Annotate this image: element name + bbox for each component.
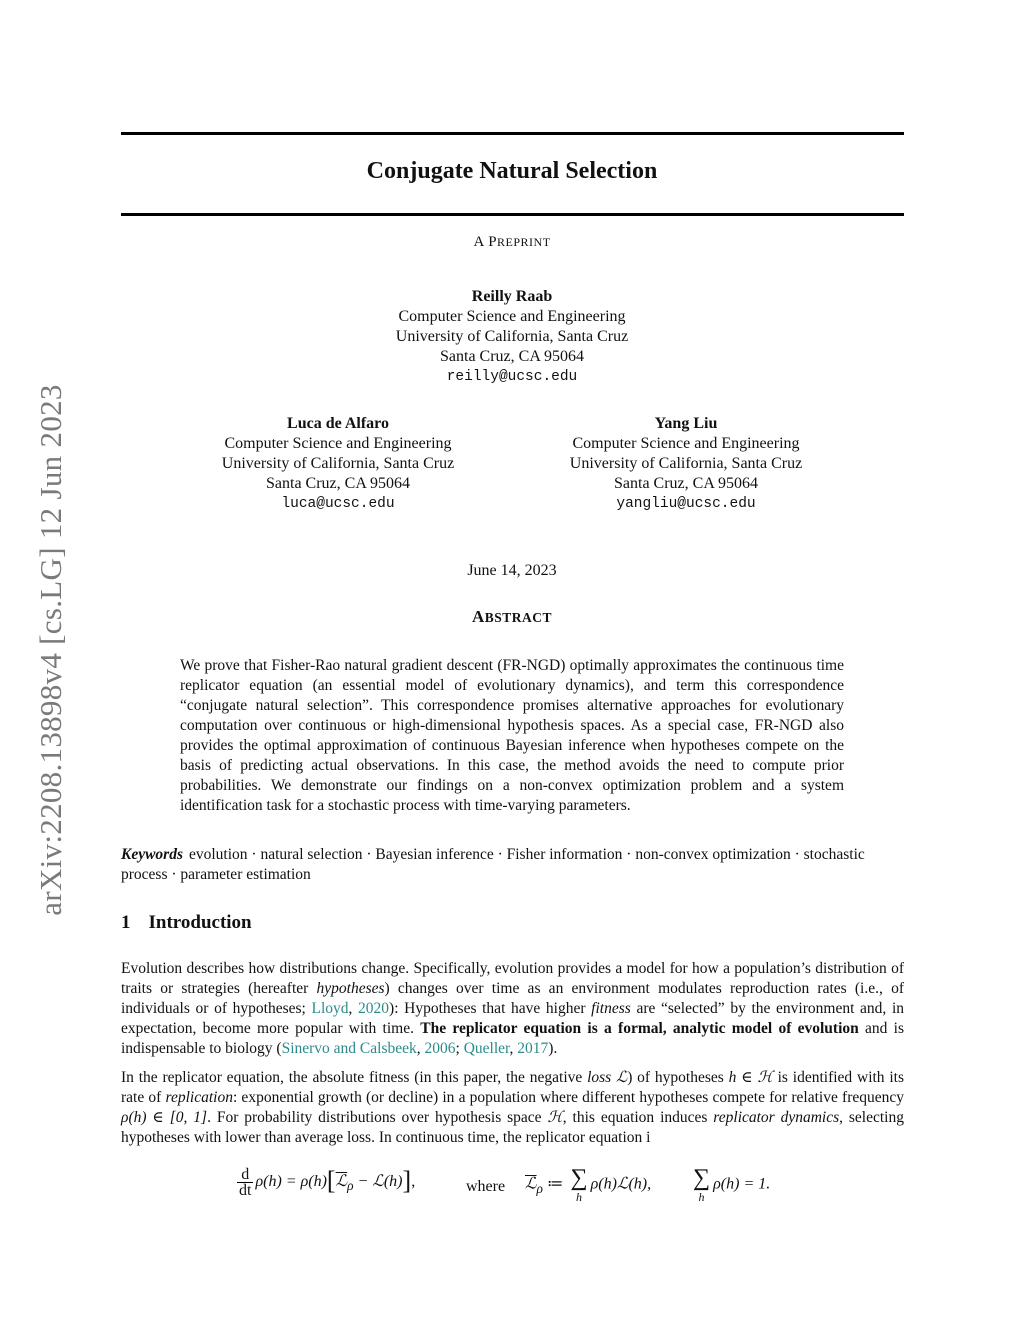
citation-link[interactable]: Queller bbox=[463, 1040, 510, 1057]
author-city: Santa Cruz, CA 95064 bbox=[614, 475, 758, 492]
author-univ: University of California, Santa Cruz bbox=[569, 455, 803, 472]
author-block-3 bbox=[536, 414, 836, 514]
title-bottom-rule bbox=[121, 213, 904, 216]
paper-title: Conjugate Natural Selection bbox=[366, 158, 658, 184]
author-dept: Computer Science and Engineering bbox=[398, 308, 626, 325]
keywords-text: evolution · natural selection · Bayesian inference · Fisher information · non-convex optimization · stochastic process · parameter estimation bbox=[121, 846, 865, 883]
equation-lhs: $\frac{d}{dt}$ ρ(h) = ρ(h)[ℒ$_\rho$ − ℒ(h)], bbox=[239, 1165, 416, 1199]
citation-link[interactable]: Lloyd bbox=[311, 1000, 349, 1017]
intro-paragraph-2: In the replicator equation, the absolute fitness (in this paper, the negative loss ℒ) of hypotheses h ∈ ℋ is identified with its rate of replication: exponential growth (or decline) in a population where different hypotheses compete for relative frequency ρ(h) ∈ [0, 1]. For probability distributions over hypothesis space ℋ, this equation induces replicator dynamics, selecting hypotheses with lower than average loss. In continuous time, the replicator equation i bbox=[121, 1069, 905, 1146]
author-city: Santa Cruz, CA 95064 bbox=[266, 475, 410, 492]
title-top-rule bbox=[121, 132, 904, 135]
paper-date: June 14, 2023 bbox=[467, 562, 557, 579]
equation-definition: ℒ$_\rho$ ≔ ∑ h ρ(h)ℒ(h), bbox=[525, 1165, 652, 1204]
author-name: Yang Liu bbox=[654, 415, 718, 432]
equation-normalization: ∑ h ρ(h) = 1. bbox=[693, 1165, 771, 1204]
author-dept: Computer Science and Engineering bbox=[224, 435, 452, 452]
equation-where: where bbox=[466, 1178, 506, 1195]
author-name: Reilly Raab bbox=[471, 288, 553, 305]
section-heading: 1 Introduction bbox=[121, 912, 252, 933]
abstract-heading: ABSTRACT bbox=[471, 607, 553, 626]
author-email[interactable]: reilly@ucsc.edu bbox=[446, 369, 578, 385]
abstract-text: We prove that Fisher-Rao natural gradient descent (FR-NGD) optimally approximates the continuous time replicator equation (an essential model of evolutionary dynamics), and term this correspondence “conjugate natural selection”. This correspondence promises alternative approaches for evolutionary computation over continuous or high-dimensional hypothesis spaces. As a special case, FR-NGD also provides the optimal approximation of continuous Bayesian inference when hypotheses compete on the basis of predicting actual observations. In this case, the method avoids the need to compute prior probabilities. We demonstrate our findings on a non-convex optimization problem and a system identification task for a stochastic process with time-varying parameters. bbox=[180, 657, 844, 814]
author-email[interactable]: luca@ucsc.edu bbox=[281, 496, 395, 512]
citation-link[interactable]: 2017 bbox=[517, 1040, 549, 1057]
arxiv-stamp-text: arXiv:2208.13898v4 [cs.LG] 12 Jun 2023 bbox=[33, 384, 68, 916]
author-name: Luca de Alfaro bbox=[287, 415, 389, 432]
citation-link[interactable]: Sinervo and Calsbeek bbox=[281, 1040, 417, 1057]
citation-link[interactable]: 2006 bbox=[424, 1040, 456, 1057]
author-univ: University of California, Santa Cruz bbox=[221, 455, 455, 472]
author-block-1 bbox=[312, 287, 712, 387]
arxiv-stamp bbox=[31, 360, 71, 940]
replicator-equation bbox=[0, 1166, 1024, 1216]
keywords bbox=[121, 845, 904, 885]
citation-link[interactable]: 2020 bbox=[358, 1000, 390, 1017]
preprint-label: A PREPRINT bbox=[473, 234, 551, 250]
keywords-label: Keywords bbox=[121, 846, 183, 863]
author-dept: Computer Science and Engineering bbox=[572, 435, 800, 452]
intro-paragraph-1: Evolution describes how distributions change. Specifically, evolution provides a model for how a population’s distribution of traits or strategies (hereafter hypotheses) changes over time as an environment modulates reproduction rates (i.e., of individuals or of hypotheses; Lloyd, 2020): Hypotheses that have higher fitness are “selected” by the environment and, in expectation, become more popular with time. The replicator equation is a formal, analytic model of evolution and is indispensable to biology (Sinervo and Calsbeek, 2006; Queller, 2017). bbox=[121, 960, 905, 1057]
author-email[interactable]: yangliu@ucsc.edu bbox=[616, 496, 756, 512]
author-univ: University of California, Santa Cruz bbox=[395, 328, 629, 345]
author-city: Santa Cruz, CA 95064 bbox=[440, 348, 584, 365]
author-block-2 bbox=[188, 414, 488, 514]
